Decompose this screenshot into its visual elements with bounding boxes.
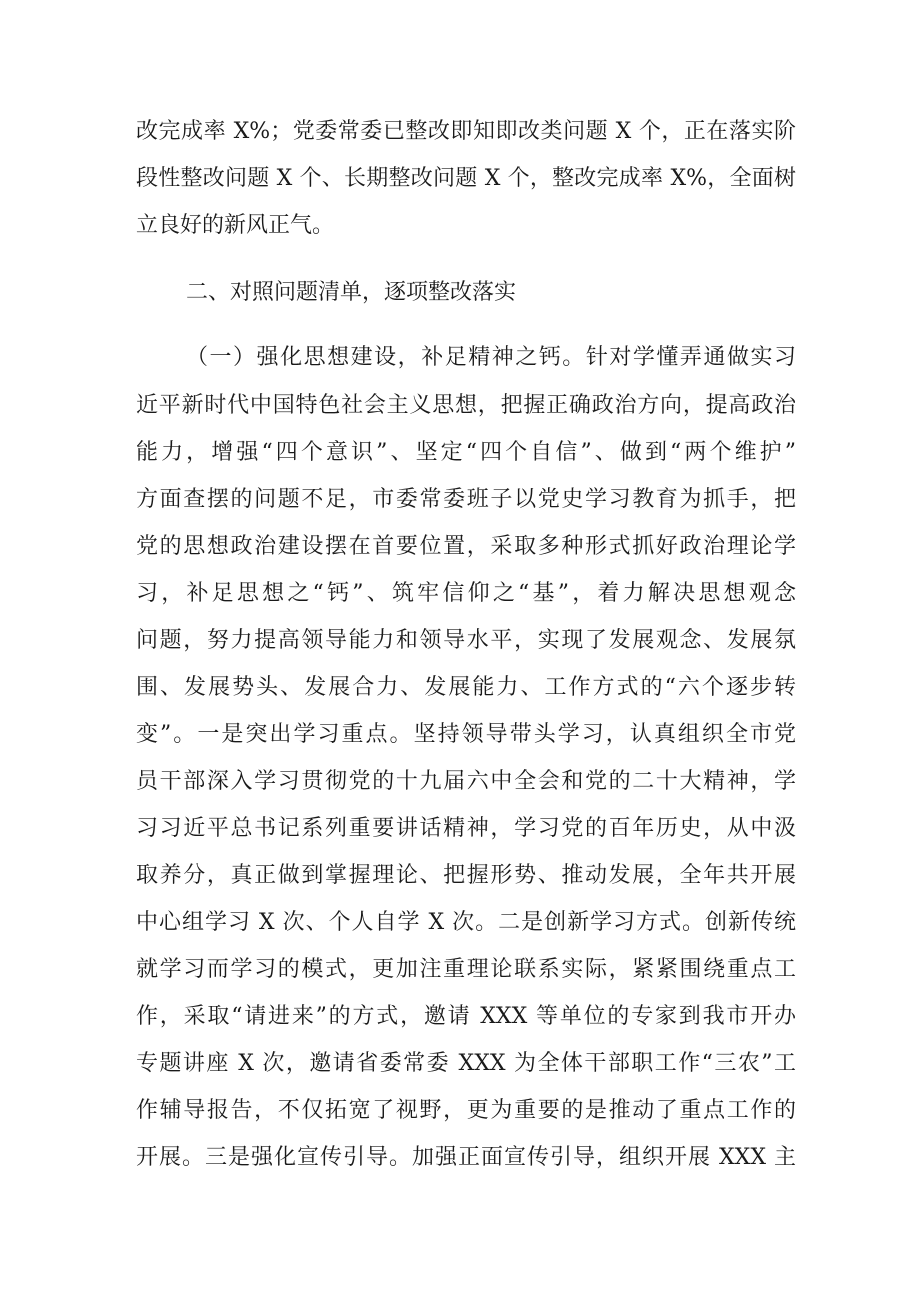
paragraph-line: 围、发展势头、发展合力、发展能力、工作方式的“六个逐步转 xyxy=(136,675,796,700)
paragraph-line: 方面查摆的问题不足，市委常委班子以党史学习教育为抓手，把 xyxy=(136,487,796,512)
paragraph-line: 段性整改问题 X 个、长期整改问题 X 个，整改完成率 X%，全面树 xyxy=(136,166,796,191)
paragraph-line: 立良好的新风正气。 xyxy=(136,213,335,238)
paragraph-line: 取养分，真正做到掌握理论、把握形势、推动发展，全年共开展 xyxy=(136,863,796,888)
paragraph-line: 中心组学习 X 次、个人自学 X 次。二是创新学习方式。创新传统 xyxy=(136,910,796,935)
paragraph-line: 近平新时代中国特色社会主义思想，把握正确政治方向，提高政治 xyxy=(136,393,796,418)
paragraph-line: 开展。三是强化宣传引导。加强正面宣传引导，组织开展 XXX 主 xyxy=(136,1145,796,1170)
paragraph-line: 问题，努力提高领导能力和领导水平，实现了发展观念、发展氛 xyxy=(136,628,796,653)
paragraph-line: 能力，增强“四个意识”、坚定“四个自信”、做到“两个维护” xyxy=(136,440,796,465)
section-heading: 二、对照问题清单，逐项整改落实 xyxy=(186,280,517,305)
paragraph-line: 员干部深入学习贯彻党的十九届六中全会和党的二十大精神，学 xyxy=(136,769,796,794)
paragraph-line: 习习近平总书记系列重要讲话精神，学习党的百年历史，从中汲 xyxy=(136,816,796,841)
paragraph-line: 就学习而学习的模式，更加注重理论联系实际，紧紧围绕重点工 xyxy=(136,957,796,982)
paragraph-line: 专题讲座 X 次，邀请省委常委 XXX 为全体干部职工作“三农”工 xyxy=(136,1051,796,1076)
paragraph-line: 党的思想政治建设摆在首要位置，采取多种形式抓好政治理论学 xyxy=(136,534,796,559)
paragraph-line: 改完成率 X%；党委常委已整改即知即改类问题 X 个，正在落实阶 xyxy=(136,119,796,144)
paragraph-line: （一）强化思想建设，补足精神之钙。针对学懂弄通做实习 xyxy=(186,345,796,370)
paragraph-line: 作辅导报告，不仅拓宽了视野，更为重要的是推动了重点工作的 xyxy=(136,1098,796,1123)
paragraph-line: 习，补足思想之“钙”、筑牢信仰之“基”，着力解决思想观念 xyxy=(136,581,796,606)
paragraph-line: 变”。一是突出学习重点。坚持领导带头学习，认真组织全市党 xyxy=(136,722,796,747)
paragraph-line: 作，采取“请进来”的方式，邀请 XXX 等单位的专家到我市开办 xyxy=(136,1004,796,1029)
